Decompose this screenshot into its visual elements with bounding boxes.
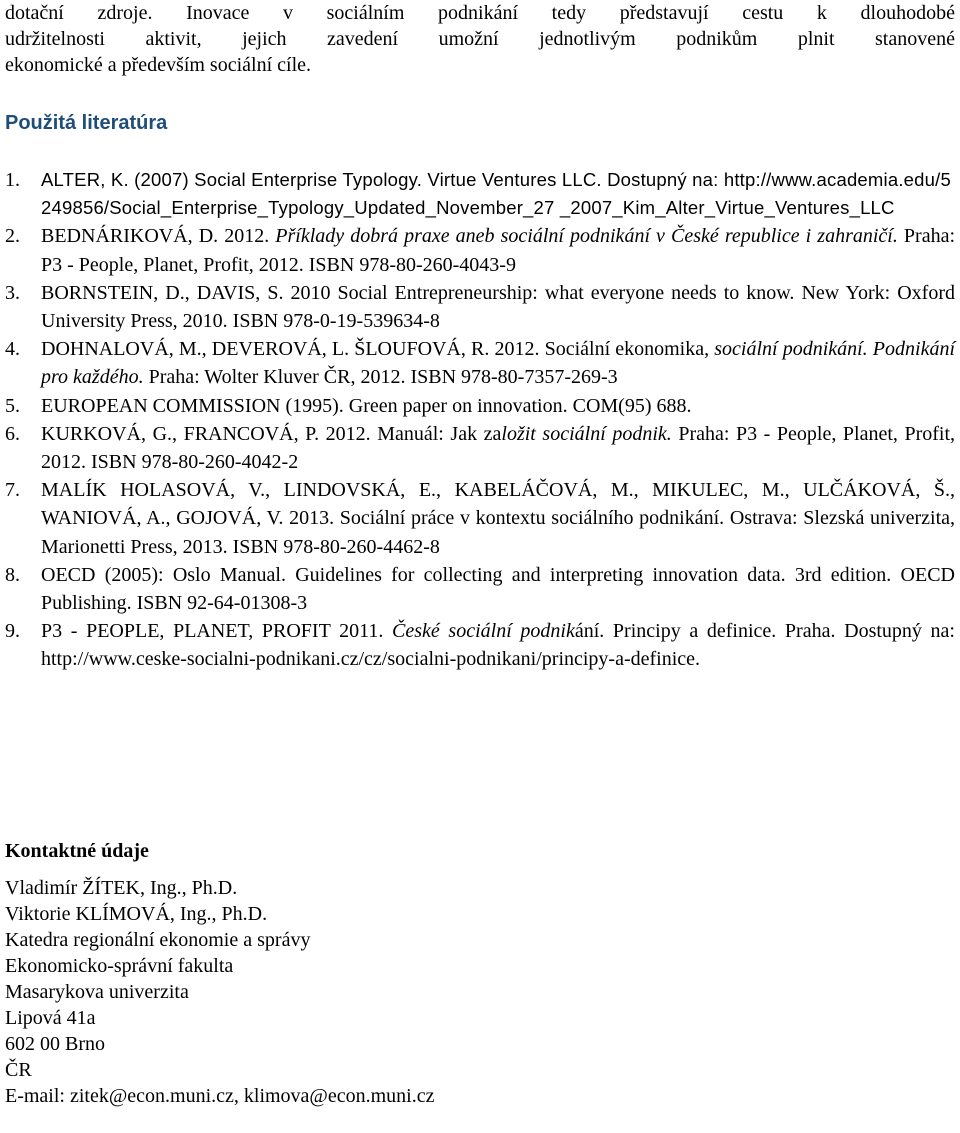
document-page <box>5 0 956 1107</box>
reference-text: MALÍK HOLASOVÁ, V., LINDOVSKÁ, E., KABELÁČOVÁ, M., MIKULEC, M., ULČÁKOVÁ, Š., WANIOVÁ, A., GOJOVÁ, V. 2013. Sociální práce v kontextu sociálního podnikání. Ostrava: Slezská univerzita, Marionetti Press, 2013. ISBN 978-80-260-4462-8 <box>41 479 955 558</box>
contact-line-street: Lipová 41a <box>5 1007 96 1029</box>
reference-text-publisher: ání. Principy a definice. Praha. Dostupný na: http://www.ceske-socialni-podnikani.cz/cz/socialni-podnikani/principy-a-definice. <box>41 620 955 671</box>
reference-text-author: DOHNALOVÁ, M., DEVEROVÁ, L. ŠLOUFOVÁ, R. 2012. Sociální ekonomika, <box>41 338 715 361</box>
reference-item-9 <box>5 617 955 673</box>
reference-text-publisher: Praha: Wolter Kluver ČR, 2012. ISBN 978-80-7357-269-3 <box>143 366 618 389</box>
reference-item-3 <box>5 279 955 335</box>
reference-item-7 <box>5 476 955 561</box>
intro-line-1: dotační zdroje. Inovace v sociálním podnikání tedy představují cestu k dlouhodobé <box>5 2 955 24</box>
reference-number: 8. <box>5 563 20 586</box>
reference-number: 1. <box>5 169 20 191</box>
reference-text-author: P3 - PEOPLE, PLANET, PROFIT 2011. <box>41 620 393 643</box>
reference-item-1 <box>5 166 955 222</box>
contact-heading: Kontaktné údaje <box>5 840 149 862</box>
reference-text-publisher: Praha: P3 - People, Planet, Profit, 2012. ISBN 978-80-260-4042-2 <box>41 422 956 474</box>
reference-number: 7. <box>5 479 20 502</box>
reference-item-2 <box>5 222 955 278</box>
reference-number: 4. <box>5 338 20 361</box>
reference-text <box>41 420 955 476</box>
contact-line-country: ČR <box>5 1059 32 1081</box>
reference-item-8 <box>5 561 955 617</box>
reference-text <box>41 617 955 673</box>
reference-number: 3. <box>5 281 20 304</box>
reference-number: 9. <box>5 620 20 643</box>
literature-heading: Použitá literatúra <box>5 112 168 134</box>
reference-number: 2. <box>5 225 20 248</box>
contact-line-department: Katedra regionální ekonomie a správy <box>5 929 311 951</box>
reference-text: EUROPEAN COMMISSION (1995). Green paper on innovation. COM(95) 688. <box>41 394 692 417</box>
reference-text: OECD (2005): Oslo Manual. Guidelines for collecting and interpreting innovation data. 3rd edition. OECD Publishing. ISBN 92-64-01308-3 <box>41 563 955 615</box>
reference-number: 6. <box>5 422 20 445</box>
contact-line-university: Masarykova univerzita <box>5 981 189 1003</box>
reference-text-publisher: Praha: P3 - People, Planet, Profit, 2012. ISBN 978-80-260-4043-9 <box>41 225 955 276</box>
reference-text-author: KURKOVÁ, G., FRANCOVÁ, P. 2012. Manuál: Jak za <box>41 422 502 445</box>
reference-list <box>5 166 955 674</box>
reference-item-5 <box>5 392 955 420</box>
intro-line-2: udržitelnosti aktivit, jejich zavedení umožní jednotlivým podnikům plnit stanovené <box>5 28 955 50</box>
reference-text <box>41 222 955 278</box>
contact-line-author-2: Viktorie KLÍMOVÁ, Ing., Ph.D. <box>5 903 268 925</box>
intro-paragraph <box>5 0 955 78</box>
contact-block <box>5 875 434 1109</box>
reference-text-title: sociální podnikání. Podnikání pro každého. <box>41 338 956 389</box>
reference-item-6 <box>5 420 955 476</box>
contact-line-author-1: Vladimír ŽÍTEK, Ing., Ph.D. <box>5 877 238 899</box>
reference-text-author: BEDNÁRIKOVÁ, D. 2012. <box>41 225 276 248</box>
contact-line-faculty: Ekonomicko-správní fakulta <box>5 955 234 977</box>
contact-line-city: 602 00 Brno <box>5 1033 105 1055</box>
reference-text-title: Příklady dobrá praxe aneb sociální podnikání v České republice i zahraničí. <box>275 225 898 248</box>
reference-text: BORNSTEIN, D., DAVIS, S. 2010 Social Entrepreneurship: what everyone needs to know. New York: Oxford University Press, 2010. ISBN 978-0-19-539634-8 <box>41 281 955 333</box>
reference-text: ALTER, K. (2007) Social Enterprise Typology. Virtue Ventures LLC. Dostupný na: http://www.academia.edu/5249856/Social_Enterprise_Typology_Updated_November_27 _2007_Kim_Alter_Virtue_Ventures_LLC <box>41 169 951 219</box>
reference-item-4 <box>5 335 955 391</box>
reference-text-title: ložit sociální podnik. <box>501 422 672 445</box>
intro-line-3: ekonomické a především sociální cíle. <box>5 54 312 76</box>
reference-text <box>41 335 955 391</box>
reference-number: 5. <box>5 394 20 417</box>
contact-line-email: E-mail: zitek@econ.muni.cz, klimova@econ.muni.cz <box>5 1085 435 1107</box>
reference-text-title: České sociální podnik <box>392 620 575 643</box>
